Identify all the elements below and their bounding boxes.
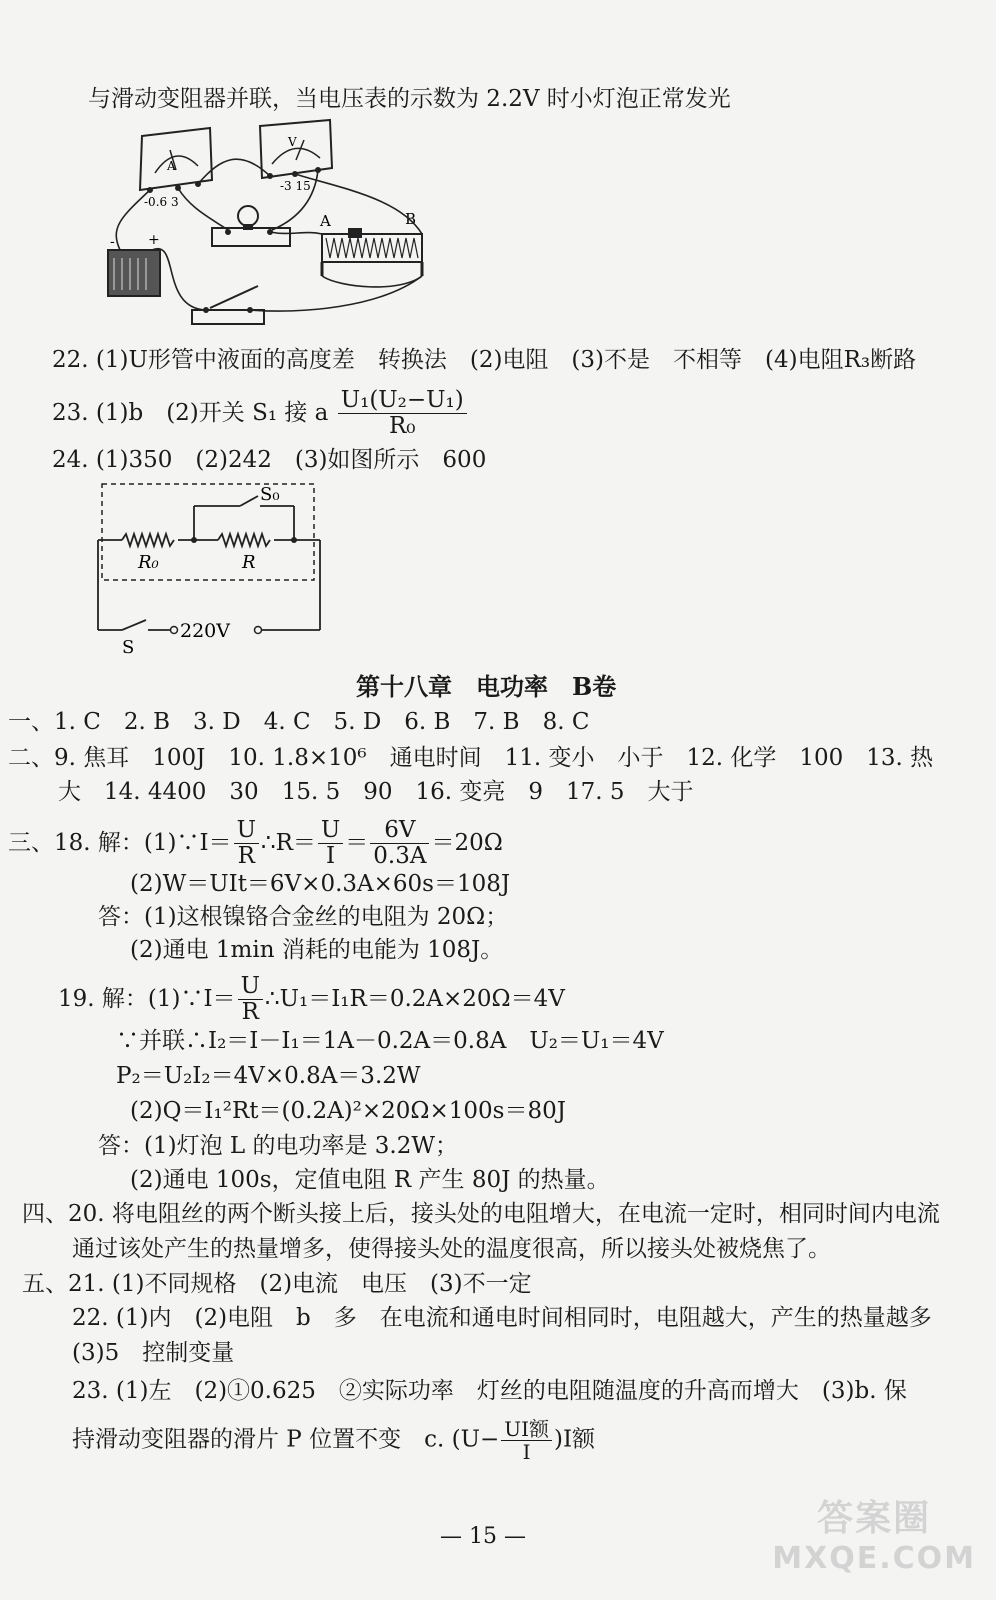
chapter-title: 第十八章 电功率 B卷 [356, 672, 617, 701]
q23-fraction [338, 388, 467, 440]
voltage-label: 220V [180, 620, 230, 642]
q19-answer2: (2)通电 100s，定值电阻 R 产生 80J 的热量。 [130, 1167, 610, 1193]
q18-eq: ＝ [345, 829, 369, 856]
s-label: S [122, 637, 135, 658]
q23b-suffix: )I额 [554, 1426, 596, 1453]
point-a-label: A [320, 212, 331, 230]
q23b-line2 [72, 1418, 595, 1463]
q23b-numerator: UI额 [501, 1418, 552, 1441]
q19-frac [238, 974, 263, 1026]
q18-end: ＝20Ω [431, 829, 503, 856]
q18-frac1-den: R [237, 843, 255, 870]
q18-answer2: (2)通电 1min 消耗的电能为 108J。 [130, 937, 504, 963]
q22b-line1: 22. (1)内 (2)电阻 b 多 在电流和通电时间相同时，电阻越大，产生的热量越多 [72, 1305, 932, 1331]
q23b-denominator: I [522, 1440, 531, 1464]
battery-icon [108, 232, 160, 296]
q19-line4: (2)Q＝I₁²Rt＝(0.2A)²×20Ω×100s＝80J [130, 1098, 566, 1124]
point-b-label: B [405, 210, 417, 228]
q18-frac2 [318, 818, 343, 870]
q18-frac3-num: 6V [370, 818, 429, 844]
battery-plus: + [148, 232, 160, 248]
q19-end: ∴U₁＝I₁R＝0.2A×20Ω＝4V [264, 985, 565, 1012]
q19-frac-num: U [238, 974, 263, 1000]
resistor-r-icon [218, 534, 270, 546]
s0-label: S₀ [260, 484, 280, 505]
section2-line1: 二、9. 焦耳 100J 10. 1.8×10⁶ 通电时间 11. 变小 小于 12. 化学 100 13. 热 [8, 745, 934, 771]
q18-frac1 [234, 818, 259, 870]
q23-prefix: 23. (1)b (2)开关 S₁ 接 a [52, 399, 329, 426]
section1-answers: 一、1. C 2. B 3. D 4. C 5. D 6. B 7. B 8. C [8, 709, 590, 735]
q19-answer1: 答：(1)灯泡 L 的电功率是 3.2W； [98, 1133, 459, 1159]
q18-frac2-num: U [318, 818, 343, 844]
watermark-top: 答案圈 [817, 1498, 932, 1539]
q23-denominator: R₀ [388, 413, 416, 440]
q18-line2: (2)W＝UIt＝6V×0.3A×60s＝108J [130, 871, 511, 897]
voltmeter-scale: -3 15 [280, 179, 311, 193]
q22b-line2: (3)5 控制变量 [72, 1340, 235, 1366]
experiment-circuit-figure [100, 118, 460, 343]
q23b-line1: 23. (1)左 (2)①0.625 ②实际功率 灯丝的电阻随温度的升高而增大 (3)b. 保 [72, 1378, 907, 1404]
q20-line2: 通过该处产生的热量增多，使得接头处的温度很高，所以接头处被烧焦了。 [72, 1236, 831, 1262]
q18-frac3 [370, 818, 429, 870]
switch-s0-icon [240, 496, 258, 506]
page-number: — 15 — [440, 1524, 526, 1549]
voltmeter-letter: V [288, 135, 297, 149]
q20-line1: 四、20. 将电阻丝的两个断头接上后，接头处的电阻增大，在电流一定时，相同时间内电流 [22, 1201, 940, 1227]
q22-answer: 22. (1)U形管中液面的高度差 转换法 (2)电阻 (3)不是 不相等 (4)电阻R₃断路 [52, 347, 917, 373]
q18-frac1-num: U [234, 818, 259, 844]
switch-s-icon [122, 620, 146, 630]
rheostat-icon [319, 210, 422, 276]
q19-line1 [58, 974, 565, 1026]
intro-line: 与滑动变阻器并联，当电压表的示数为 2.2V 时小灯泡正常发光 [88, 86, 731, 112]
r-label: R [242, 552, 256, 573]
watermark-bottom: MXQE.COM [772, 1541, 976, 1576]
q18-line1 [8, 818, 503, 870]
q23-answer [52, 388, 469, 440]
q19-line3: P₂＝U₂I₂＝4V×0.8A＝3.2W [116, 1063, 421, 1089]
r0-label: R₀ [138, 552, 159, 573]
heater-circuit-diagram [94, 478, 334, 658]
switch-icon [192, 286, 264, 324]
q23b-prefix: 持滑动变阻器的滑片 P 位置不变 c. (U− [72, 1426, 500, 1453]
section2-line2: 大 14. 4400 30 15. 5 90 16. 变亮 9 17. 5 大于 [58, 779, 694, 805]
q18-mid: ∴R＝ [260, 829, 316, 856]
q19-frac-den: R [241, 999, 259, 1026]
ammeter-scale: -0.6 3 [144, 195, 179, 209]
q21-answer: 五、21. (1)不同规格 (2)电流 电压 (3)不一定 [22, 1271, 532, 1297]
q23b-fraction [501, 1418, 552, 1463]
ammeter-letter: A [167, 159, 176, 173]
q18-frac2-den: I [326, 843, 336, 870]
q18-label: 三、18. 解：(1)∵I＝ [8, 829, 232, 856]
wires [116, 159, 422, 311]
q19-label: 19. 解：(1)∵I＝ [58, 985, 236, 1012]
ammeter-icon [140, 128, 212, 209]
q18-frac3-den: 0.3A [373, 843, 427, 870]
q19-line2: ∵并联∴I₂＝I－I₁＝1A－0.2A＝0.8A U₂＝U₁＝4V [116, 1028, 664, 1054]
bulb-icon [212, 206, 290, 246]
q18-answer1: 答：(1)这根镍铬合金丝的电阻为 20Ω； [98, 904, 509, 930]
battery-minus: - [110, 234, 115, 250]
q24-answer: 24. (1)350 (2)242 (3)如图所示 600 [52, 447, 487, 473]
resistor-r0-icon [122, 534, 174, 546]
watermark [772, 1490, 976, 1576]
q23-numerator: U₁(U₂−U₁) [338, 388, 467, 414]
